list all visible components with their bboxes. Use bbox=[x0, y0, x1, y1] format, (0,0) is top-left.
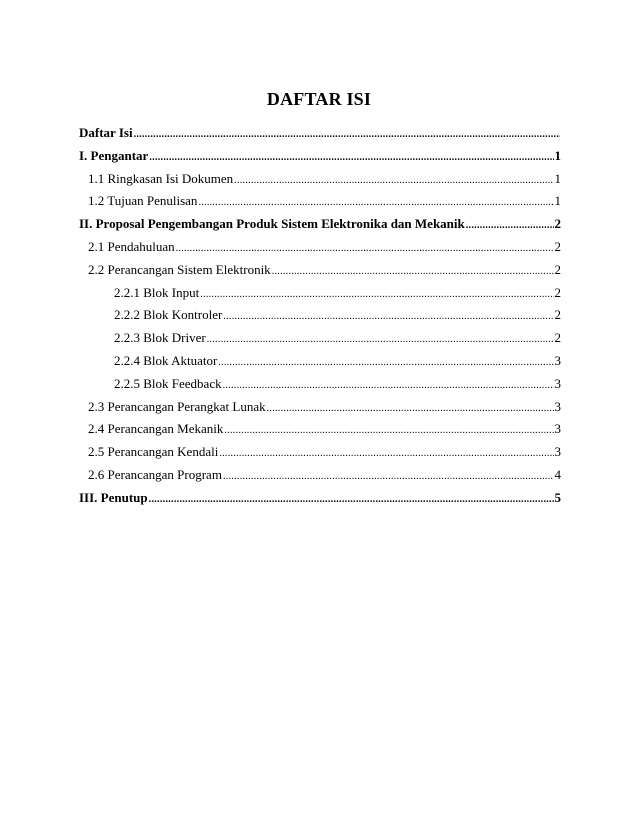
toc-entry[interactable] bbox=[79, 464, 561, 487]
toc-entry-page-number: 2 bbox=[554, 307, 561, 323]
toc-entry-label: 2.4 Perancangan Mekanik bbox=[88, 421, 224, 437]
toc-entry[interactable] bbox=[79, 350, 561, 373]
toc-entry-label: 2.1 Pendahuluan bbox=[88, 238, 175, 254]
toc-entry-page-number: 3 bbox=[554, 421, 561, 437]
toc-entry[interactable] bbox=[79, 487, 561, 510]
toc-entry[interactable] bbox=[79, 327, 561, 350]
toc-dot-leader bbox=[198, 192, 553, 215]
toc-dot-leader bbox=[234, 170, 553, 193]
toc-entry-label: 1.1 Ringkasan Isi Dokumen bbox=[88, 170, 234, 186]
page-title: DAFTAR ISI bbox=[266, 89, 372, 109]
toc-entry-label: 2.2.3 Blok Driver bbox=[114, 330, 206, 346]
toc-dot-leader bbox=[149, 489, 554, 512]
toc-entry[interactable] bbox=[79, 168, 561, 191]
toc-entry[interactable] bbox=[79, 396, 561, 419]
toc-entry-page-number: 3 bbox=[554, 398, 561, 414]
toc-dot-leader bbox=[134, 124, 560, 147]
toc-entry-page-number: 2 bbox=[554, 284, 561, 300]
toc-entry-label: Daftar Isi bbox=[79, 125, 133, 140]
toc-entry[interactable] bbox=[79, 418, 561, 441]
toc-entry-page-number: 1 bbox=[554, 147, 561, 163]
toc-entry-page-number: 1 bbox=[554, 170, 561, 186]
toc-entry[interactable] bbox=[79, 441, 561, 464]
table-of-contents bbox=[79, 122, 561, 510]
toc-entry-page-number: 3 bbox=[554, 444, 561, 460]
toc-entry[interactable] bbox=[79, 190, 561, 213]
toc-entry-label: 2.2 Perancangan Sistem Elektronik bbox=[88, 261, 271, 277]
toc-entry-label: 1.2 Tujuan Penulisan bbox=[88, 193, 198, 209]
toc-dot-leader bbox=[267, 398, 554, 421]
toc-dot-leader bbox=[224, 420, 553, 443]
toc-entry-label: 2.5 Perancangan Kendali bbox=[88, 444, 219, 460]
toc-dot-leader bbox=[207, 329, 554, 352]
toc-entry-label: 2.2.2 Blok Kontroler bbox=[114, 307, 223, 323]
toc-dot-leader bbox=[200, 284, 553, 307]
toc-entry[interactable] bbox=[79, 145, 561, 168]
toc-entry-page-number: 3 bbox=[554, 352, 561, 368]
toc-entry-page-number: 2 bbox=[554, 330, 561, 346]
toc-entry-page-number: 2 bbox=[554, 238, 561, 254]
toc-entry[interactable] bbox=[79, 282, 561, 305]
toc-entry-page-number: 5 bbox=[554, 489, 561, 505]
toc-dot-leader bbox=[223, 466, 554, 489]
toc-entry-label: 2.2.4 Blok Aktuator bbox=[114, 352, 218, 368]
toc-entry-page-number: 2 bbox=[554, 216, 561, 232]
toc-entry[interactable] bbox=[79, 259, 561, 282]
toc-entry[interactable] bbox=[79, 304, 561, 327]
toc-dot-leader bbox=[466, 215, 554, 238]
toc-entry-label: 2.6 Perancangan Program bbox=[88, 466, 222, 482]
toc-entry-page-number: 4 bbox=[554, 466, 561, 482]
toc-entry[interactable] bbox=[79, 373, 561, 396]
toc-entry[interactable] bbox=[79, 236, 561, 259]
toc-dot-leader bbox=[218, 352, 553, 375]
toc-dot-leader bbox=[176, 238, 554, 261]
toc-entry-label: 2.3 Perancangan Perangkat Lunak bbox=[88, 398, 266, 414]
toc-entry-label: I. Pengantar bbox=[79, 147, 149, 163]
toc-entry-label: 2.2.5 Blok Feedback bbox=[114, 375, 222, 391]
toc-entry-page-number: 1 bbox=[554, 193, 561, 209]
toc-entry[interactable] bbox=[79, 213, 561, 236]
toc-entry-label: III. Penutup bbox=[79, 489, 148, 505]
toc-dot-leader bbox=[149, 147, 553, 170]
toc-dot-leader bbox=[272, 261, 554, 284]
toc-dot-leader bbox=[223, 306, 553, 329]
toc-dot-leader bbox=[219, 443, 553, 466]
toc-entry-page-number: 2 bbox=[554, 261, 561, 277]
toc-dot-leader bbox=[223, 375, 554, 398]
toc-entry-page-number: 3 bbox=[554, 375, 561, 391]
toc-entry[interactable] bbox=[79, 122, 561, 145]
toc-entry-label: II. Proposal Pengembangan Produk Sistem Elektronika dan Mekanik bbox=[79, 216, 465, 232]
toc-entry-label: 2.2.1 Blok Input bbox=[114, 284, 200, 300]
